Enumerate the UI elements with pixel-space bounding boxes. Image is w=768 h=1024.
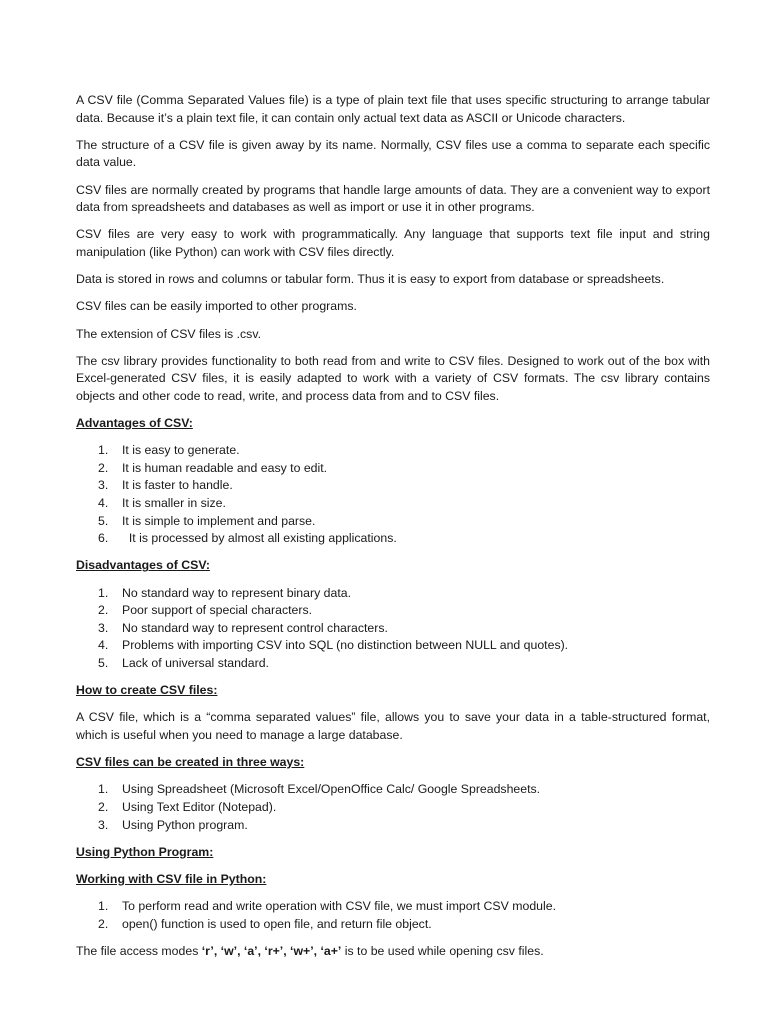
list-item: [76, 916, 710, 934]
list-item: [76, 442, 710, 460]
three-ways-list: [76, 781, 710, 834]
list-text: Poor support of special characters.: [122, 603, 313, 618]
list-text: Using Python program.: [122, 817, 248, 832]
list-number: 1.: [98, 585, 109, 600]
list-number: 2.: [98, 460, 109, 475]
list-item: [76, 817, 710, 835]
list-number: 3.: [98, 620, 109, 635]
list-text: Problems with importing CSV into SQL (no distinction between NULL and quotes).: [122, 638, 569, 653]
document-page: [76, 92, 710, 970]
list-text: To perform read and write operation with CSV file, we must import CSV module.: [122, 899, 556, 914]
access-modes-suffix: is to be used while opening csv files.: [341, 943, 544, 958]
list-number: 2.: [98, 799, 109, 814]
list-item: [76, 799, 710, 817]
advantages-heading: Advantages of CSV:: [76, 416, 193, 431]
list-number: 1.: [98, 782, 109, 797]
how-to-create-paragraph: A CSV file, which is a “comma separated values” file, allows you to save your data in a table-structured format, which is useful when you need to manage a large database.: [76, 710, 710, 742]
python-program-heading: Using Python Program:: [76, 844, 214, 859]
advantages-list: [76, 442, 710, 548]
disadvantages-heading: Disadvantages of CSV:: [76, 558, 210, 573]
list-number: 1.: [98, 899, 109, 914]
list-item: [76, 585, 710, 603]
intro-paragraph: The extension of CSV files is .csv.: [76, 326, 261, 341]
how-to-create-heading: How to create CSV files:: [76, 683, 218, 698]
intro-paragraph: CSV files can be easily imported to other programs.: [76, 299, 357, 314]
access-modes-prefix: The file access modes: [76, 943, 202, 958]
list-number: 6.: [98, 531, 109, 546]
list-item: [76, 602, 710, 620]
list-number: 2.: [98, 916, 109, 931]
list-text: It is simple to implement and parse.: [122, 513, 316, 528]
list-text: No standard way to represent control characters.: [122, 620, 388, 635]
list-text: Using Spreadsheet (Microsoft Excel/OpenOffice Calc/ Google Spreadsheets.: [122, 782, 541, 797]
list-text: No standard way to represent binary data.: [122, 585, 351, 600]
working-with-list: [76, 898, 710, 933]
list-item: [76, 898, 710, 916]
intro-paragraph: CSV files are normally created by programs that handle large amounts of data. They are a convenient way to export data from spreadsheets and databases as well as import or use it in other programs.: [76, 182, 710, 215]
list-number: 5.: [98, 655, 109, 670]
list-item: [76, 620, 710, 638]
list-text: open() function is used to open file, and return file object.: [122, 916, 432, 931]
intro-paragraph: CSV files are very easy to work with programmatically. Any language that supports text file input and string manipulation (like Python) can work with CSV files directly.: [76, 227, 710, 259]
list-text: Lack of universal standard.: [122, 655, 269, 670]
list-text: It is human readable and easy to edit.: [122, 460, 328, 475]
access-modes-list: ‘r’, ‘w’, ‘a’, ‘r+’, ‘w+’, ‘a+’: [201, 943, 342, 958]
access-modes-paragraph: [76, 943, 710, 961]
list-text: It is smaller in size.: [122, 496, 226, 511]
list-item: [76, 477, 710, 495]
list-item: [76, 530, 710, 548]
list-text: It is easy to generate.: [122, 443, 240, 458]
list-item: [76, 495, 710, 513]
list-number: 5.: [98, 513, 109, 528]
list-text: It is faster to handle.: [122, 478, 233, 493]
intro-paragraph: A CSV file (Comma Separated Values file) is a type of plain text file that uses specific structuring to arrange tabular data. Because it’s a plain text file, it can contain only actual text data as ASCII or Unicode characters.: [76, 93, 710, 125]
list-number: 3.: [98, 817, 109, 832]
list-item: [76, 460, 710, 478]
disadvantages-list: [76, 585, 710, 673]
intro-paragraph: Data is stored in rows and columns or tabular form. Thus it is easy to export from database or spreadsheets.: [76, 272, 665, 287]
working-with-heading: Working with CSV file in Python:: [76, 871, 267, 886]
list-number: 3.: [98, 478, 109, 493]
list-number: 1.: [98, 443, 109, 458]
list-item: [76, 513, 710, 531]
list-item: [76, 637, 710, 655]
intro-paragraph: The structure of a CSV file is given away by its name. Normally, CSV files use a comma to separate each specific data value.: [76, 137, 710, 170]
list-item: [76, 655, 710, 673]
list-number: 2.: [98, 603, 109, 618]
list-text: It is processed by almost all existing applications.: [122, 531, 397, 546]
list-number: 4.: [98, 638, 109, 653]
list-text: Using Text Editor (Notepad).: [122, 799, 277, 814]
intro-paragraph: The csv library provides functionality to both read from and write to CSV files. Designed to work out of the box with Excel-generated CSV files, it is easily adapted to work with a variety of CSV formats. The csv library contains objects and other code to read, write, and process data from and to CSV files.: [76, 353, 710, 403]
three-ways-heading: CSV files can be created in three ways:: [76, 755, 305, 770]
list-item: [76, 781, 710, 799]
list-number: 4.: [98, 496, 109, 511]
